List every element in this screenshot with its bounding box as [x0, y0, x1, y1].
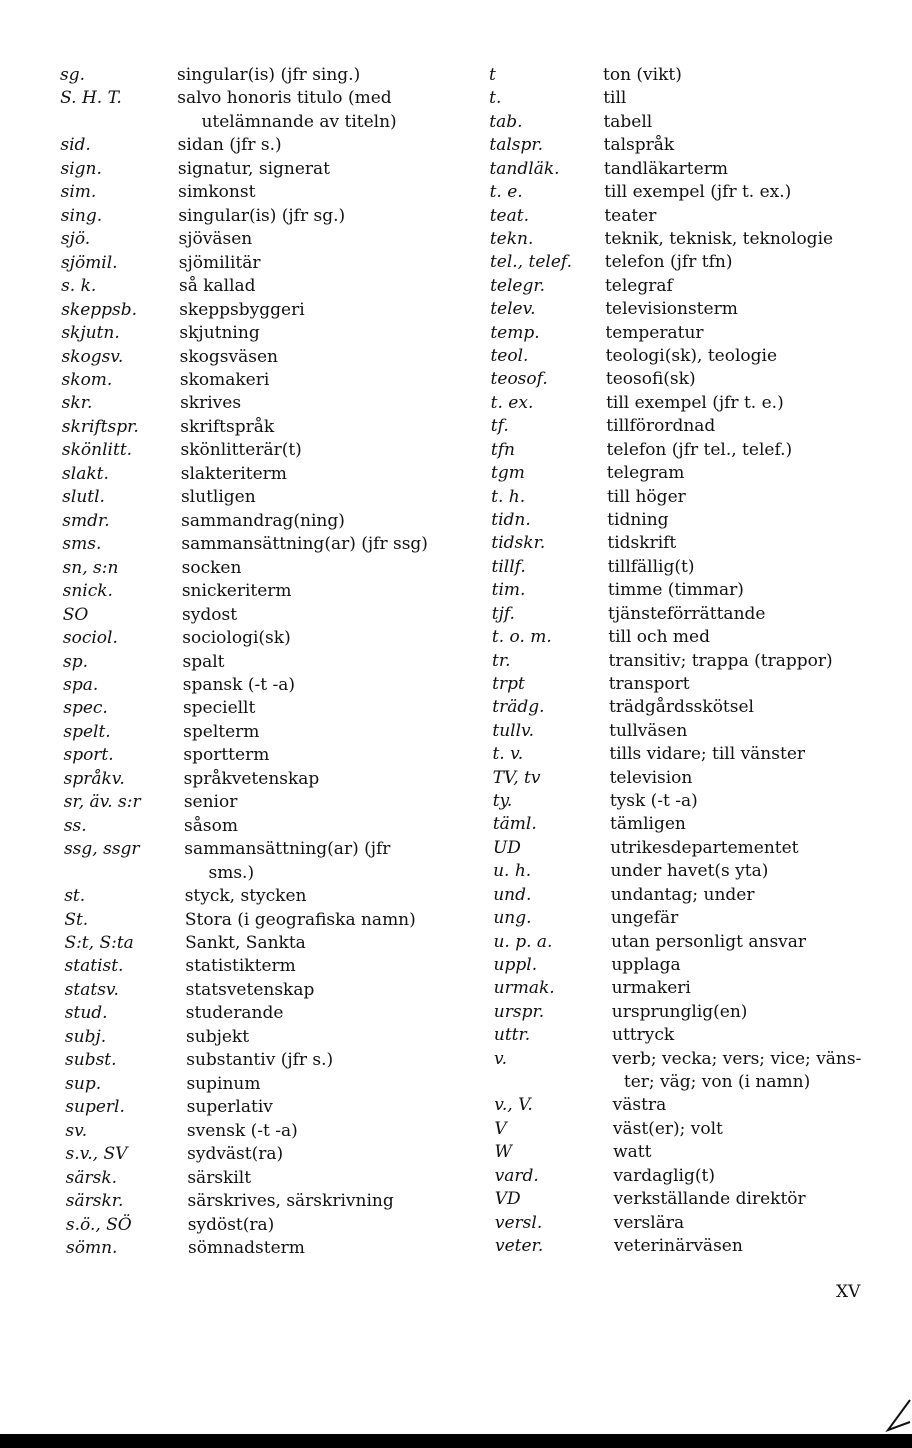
- abbreviation-expansion: verslära: [613, 1212, 685, 1233]
- abbreviation-term: särskr.: [65, 1191, 124, 1212]
- abbreviation-term: teosof.: [490, 369, 548, 390]
- abbreviation-expansion: tillfällig(t): [607, 556, 695, 577]
- abbreviation-term: tab.: [489, 111, 523, 132]
- abbreviation-expansion: skjutning: [179, 323, 260, 344]
- abbreviation-term: sport.: [63, 745, 114, 766]
- abbreviation-term: t: [489, 65, 496, 85]
- abbreviation-expansion: skogsväsen: [179, 346, 278, 367]
- abbreviation-expansion: till: [603, 88, 627, 109]
- abbreviation-term: telev.: [490, 299, 536, 320]
- abbreviation-term: t. o. m.: [491, 627, 552, 648]
- abbreviation-term: tfn: [490, 439, 515, 460]
- abbreviation-expansion: singular(is) (jfr sing.): [177, 65, 361, 85]
- abbreviation-expansion: språkvetenskap: [183, 768, 320, 789]
- abbreviation-term: sign.: [60, 158, 102, 179]
- abbreviation-expansion: sportterm: [183, 745, 270, 766]
- abbreviation-term: und.: [493, 884, 532, 905]
- abbreviation-term: s. k.: [61, 276, 97, 297]
- abbreviation-expansion: tämligen: [610, 814, 686, 835]
- abbreviation-expansion: telegram: [606, 463, 685, 484]
- abbreviation-term: skeppsb.: [61, 299, 138, 320]
- abbreviation-term: tillf.: [491, 556, 526, 577]
- abbreviation-expansion: simkonst: [178, 182, 256, 203]
- abbreviation-expansion: sidan (jfr s.): [177, 135, 282, 156]
- abbreviation-expansion: watt: [613, 1142, 652, 1163]
- abbreviation-term: teol.: [490, 346, 529, 367]
- abbreviation-expansion: särskrives, särskrivning: [187, 1191, 394, 1212]
- abbreviation-expansion: skriftspråk: [180, 416, 275, 437]
- abbreviation-term: ssg, ssgr: [63, 839, 140, 860]
- abbreviation-expansion: tidskrift: [607, 533, 677, 554]
- abbreviation-term: ss.: [63, 815, 87, 836]
- abbreviation-term: t. e.: [489, 182, 523, 203]
- abbreviation-expansion: transitiv; trappa (trappor): [608, 650, 833, 671]
- abbreviation-expansion: statistikterm: [185, 956, 296, 977]
- abbreviation-expansion: television: [609, 767, 693, 788]
- abbreviation-expansion: till höger: [606, 486, 686, 507]
- abbreviation-expansion: superlativ: [186, 1097, 273, 1118]
- abbreviation-term: slutl.: [62, 487, 105, 508]
- abbreviation-term: S:t, S:ta: [64, 933, 134, 954]
- abbreviation-term: t.: [489, 88, 502, 109]
- abbreviation-expansion: skomakeri: [179, 369, 270, 390]
- abbreviation-term: tr.: [492, 650, 511, 671]
- abbreviation-expansion: ton (vikt): [603, 65, 682, 85]
- abbreviation-expansion: transport: [608, 673, 690, 694]
- abbreviation-term: t. h.: [491, 486, 526, 507]
- abbreviation-expansion: så kallad: [178, 276, 256, 297]
- abbreviation-term: VD: [494, 1189, 521, 1210]
- abbreviation-expansion: Stora (i geografiska namn): [184, 909, 416, 930]
- abbreviation-term: sid.: [60, 135, 91, 156]
- abbreviation-term: tjf.: [491, 603, 515, 624]
- abbreviation-term: V: [494, 1118, 507, 1139]
- abbreviation-term: tel., telef.: [489, 252, 572, 273]
- abbreviation-expansion: teologi(sk), teologie: [605, 346, 778, 367]
- abbreviation-expansion: spelterm: [183, 721, 260, 742]
- abbreviation-expansion: utan personligt ansvar: [611, 931, 807, 952]
- abbreviation-term: uppl.: [493, 954, 538, 975]
- abbreviation-term: u. p. a.: [493, 931, 553, 952]
- abbreviation-expansion: singular(is) (jfr sg.): [178, 205, 346, 226]
- abbreviation-term: sim.: [60, 182, 97, 203]
- abbreviation-term: subst.: [65, 1050, 117, 1071]
- abbreviation-term: slakt.: [62, 463, 109, 484]
- abbreviation-expansion: studerande: [185, 1003, 284, 1024]
- abbreviation-term: täml.: [492, 814, 537, 835]
- abbreviation-expansion: sydöst(ra): [187, 1214, 275, 1235]
- abbreviation-term: s.ö., SÖ: [65, 1214, 132, 1235]
- abbreviation-expansion: trädgårdsskötsel: [608, 697, 754, 718]
- abbreviation-term: versl.: [494, 1212, 543, 1233]
- abbreviation-expansion: subjekt: [186, 1026, 250, 1047]
- abbreviation-expansion: sammandrag(ning): [181, 510, 345, 531]
- abbreviation-expansion: teknik, teknisk, teknologie: [604, 228, 834, 249]
- abbreviation-term: urmak.: [493, 978, 555, 999]
- abbreviation-term: u. h.: [493, 861, 532, 882]
- abbreviation-expansion: salvo honoris titulo (med: [177, 88, 392, 109]
- abbreviation-term: spec.: [63, 698, 108, 719]
- abbreviation-expansion: utelämnande av titeln): [201, 111, 397, 132]
- abbreviation-term: urspr.: [493, 1001, 545, 1022]
- abbreviation-expansion: verkställande direktör: [613, 1189, 806, 1210]
- abbreviation-expansion: under havet(s yta): [610, 861, 769, 882]
- abbreviation-expansion: urmakeri: [611, 978, 691, 999]
- abbreviation-expansion: teosofi(sk): [605, 369, 696, 390]
- abbreviation-expansion: upplaga: [611, 954, 681, 975]
- abbreviation-expansion: substantiv (jfr s.): [186, 1050, 334, 1071]
- abbreviation-term: St.: [64, 909, 89, 930]
- abbreviation-term: SO: [62, 604, 89, 625]
- abbreviation-expansion: ungefär: [610, 908, 679, 929]
- abbreviation-expansion: tillförordnad: [606, 416, 716, 437]
- abbreviation-expansion: särskilt: [187, 1167, 252, 1188]
- abbreviation-expansion: såsom: [184, 815, 238, 836]
- abbreviation-expansion: verb; vecka; vers; vice; väns-: [612, 1048, 862, 1069]
- abbreviation-term: ung.: [493, 908, 532, 929]
- abbreviation-expansion: talspråk: [603, 135, 675, 156]
- abbreviation-term: statsv.: [64, 979, 119, 1000]
- abbreviation-expansion: väst(er); volt: [612, 1118, 723, 1139]
- abbreviation-term: stud.: [64, 1003, 108, 1024]
- abbreviation-term: superl.: [65, 1097, 125, 1118]
- abbreviation-term: snick.: [62, 581, 113, 602]
- abbreviation-term: subj.: [64, 1026, 107, 1047]
- abbreviation-expansion: sjöväsen: [178, 229, 253, 250]
- abbreviation-term: sup.: [65, 1073, 102, 1094]
- abbreviation-expansion: utrikesdepartementet: [610, 837, 799, 858]
- abbreviation-term: skogsv.: [61, 346, 124, 367]
- abbreviation-term: v., V.: [494, 1095, 533, 1116]
- abbreviation-term: sömn.: [66, 1238, 118, 1258]
- abbreviation-term: telegr.: [490, 275, 546, 296]
- abbreviation-term: teat.: [489, 205, 529, 226]
- abbreviation-expansion: sociologi(sk): [182, 628, 291, 649]
- abbreviation-term: TV, tv: [492, 767, 541, 788]
- abbreviation-expansion: timme (timmar): [607, 580, 744, 601]
- abbreviation-expansion: Sankt, Sankta: [185, 933, 306, 954]
- abbreviation-expansion: tysk (-t -a): [609, 791, 698, 812]
- abbreviation-term: smdr.: [62, 510, 110, 531]
- abbreviation-term: tandläk.: [489, 158, 560, 179]
- abbreviation-expansion: tandläkarterm: [603, 158, 728, 179]
- abbreviation-term: skr.: [61, 393, 93, 414]
- abbreviation-term: trädg.: [492, 697, 545, 718]
- abbreviation-term: skjutn.: [61, 323, 120, 344]
- abbreviation-term: spa.: [63, 674, 99, 695]
- abbreviation-expansion: temperatur: [605, 322, 704, 343]
- abbreviation-term: skom.: [61, 369, 113, 390]
- abbreviation-expansion: teater: [604, 205, 657, 226]
- abbreviation-term: st.: [64, 886, 86, 907]
- abbreviation-expansion: tidning: [607, 509, 669, 530]
- abbreviation-term: statist.: [64, 956, 124, 977]
- abbreviation-term: uttr.: [493, 1025, 531, 1046]
- abbreviation-expansion: till och med: [608, 627, 710, 648]
- abbreviation-term: veter.: [495, 1236, 544, 1256]
- abbreviation-expansion: sjömilitär: [178, 252, 261, 273]
- abbreviation-expansion: televisionsterm: [605, 299, 738, 320]
- abbreviation-expansion: sammansättning(ar) (jfr: [184, 839, 391, 860]
- abbreviation-expansion: signatur, signerat: [177, 158, 330, 179]
- abbreviation-term: talspr.: [489, 135, 544, 156]
- abbreviation-term: sing.: [60, 205, 103, 226]
- abbreviation-expansion: socken: [181, 557, 242, 578]
- abbreviation-term: ty.: [492, 791, 513, 812]
- abbreviation-term: språkv.: [63, 768, 125, 789]
- abbreviation-expansion: styck, stycken: [184, 886, 307, 907]
- abbreviation-term: sjö.: [60, 229, 91, 250]
- abbreviation-expansion: västra: [612, 1095, 667, 1116]
- abbreviation-term: S. H. T.: [60, 88, 122, 109]
- abbreviation-term: sms.: [62, 534, 102, 555]
- abbreviation-expansion: ursprunglig(en): [611, 1001, 748, 1022]
- abbreviation-term: skriftspr.: [61, 416, 139, 437]
- abbreviation-term: tekn.: [489, 228, 534, 249]
- abbreviation-term: sn, s:n: [62, 557, 119, 578]
- abbreviation-expansion: spansk (-t -a): [182, 674, 295, 695]
- abbreviation-expansion: speciellt: [182, 698, 256, 719]
- abbreviation-term: vard.: [494, 1165, 539, 1186]
- abbreviation-term: tim.: [491, 580, 526, 601]
- bottom-band: [0, 1434, 912, 1448]
- abbreviation-expansion: tabell: [603, 111, 653, 132]
- abbreviation-term: s.v., SV: [65, 1144, 128, 1165]
- abbreviation-term: UD: [492, 837, 521, 858]
- abbreviation-expansion: sydväst(ra): [187, 1144, 284, 1165]
- abbreviation-term: W: [494, 1142, 512, 1163]
- abbreviation-term: tullv.: [492, 720, 535, 741]
- abbreviation-term: spelt.: [63, 721, 111, 742]
- abbreviation-expansion: telefon (jfr tfn): [604, 252, 733, 273]
- abbreviation-term: sv.: [65, 1120, 88, 1141]
- abbreviation-expansion: undantag; under: [610, 884, 755, 905]
- abbreviation-expansion: spalt: [182, 651, 225, 672]
- abbreviation-expansion: svensk (-t -a): [186, 1120, 298, 1141]
- abbreviation-term: sp.: [63, 651, 89, 672]
- abbreviation-term: tidskr.: [491, 533, 546, 554]
- abbreviation-term: sg.: [60, 65, 86, 85]
- abbreviation-expansion: slutligen: [180, 487, 256, 508]
- abbreviation-term: trpt: [492, 673, 525, 694]
- abbreviation-term: särsk.: [65, 1167, 118, 1188]
- abbreviation-term: temp.: [490, 322, 540, 343]
- abbreviation-term: v.: [494, 1048, 508, 1069]
- abbreviation-expansion: uttryck: [612, 1025, 675, 1046]
- corner-mark-graphic: [884, 1396, 912, 1436]
- abbreviation-term: t. v.: [492, 744, 524, 765]
- abbreviation-term: t. ex.: [490, 392, 534, 413]
- abbreviation-term: sjömil.: [60, 252, 118, 273]
- abbreviation-expansion: till exempel (jfr t. ex.): [604, 182, 792, 203]
- abbreviation-expansion: skeppsbyggeri: [179, 299, 305, 320]
- abbreviation-expansion: sms.): [208, 862, 255, 883]
- abbreviation-expansion: tills vidare; till vänster: [609, 744, 805, 765]
- abbreviation-expansion: sammansättning(ar) (jfr ssg): [181, 534, 428, 555]
- abbreviation-expansion: till exempel (jfr t. e.): [606, 392, 784, 413]
- abbreviation-term: tf.: [490, 416, 509, 437]
- abbreviation-expansion: snickeriterm: [181, 581, 292, 602]
- abbreviation-expansion: slakteriterm: [180, 463, 287, 484]
- abbreviation-expansion: telefon (jfr tel., telef.): [606, 439, 793, 460]
- abbreviation-expansion: sömnadsterm: [188, 1238, 305, 1258]
- abbreviation-expansion: veterinärväsen: [614, 1236, 743, 1256]
- abbreviation-expansion: tjänsteförrättande: [608, 603, 766, 624]
- abbreviation-expansion: ter; väg; von (i namn): [623, 1072, 811, 1093]
- abbreviation-term: tgm: [491, 463, 525, 484]
- abbreviation-term: skönlitt.: [61, 440, 133, 461]
- abbreviation-expansion: senior: [183, 792, 238, 813]
- abbreviation-expansion: telegraf: [604, 275, 673, 296]
- abbreviation-term: sr, äv. s:r: [63, 792, 141, 813]
- abbreviation-expansion: skrives: [180, 393, 242, 414]
- abbreviation-term: tidn.: [491, 509, 531, 530]
- abbreviation-expansion: tullväsen: [609, 720, 688, 741]
- abbreviation-expansion: supinum: [186, 1073, 261, 1094]
- abbreviation-expansion: sydost: [182, 604, 238, 625]
- abbreviation-expansion: skönlitterär(t): [180, 440, 302, 461]
- page-number: XV: [836, 1282, 861, 1302]
- abbreviation-expansion: vardaglig(t): [613, 1165, 715, 1186]
- abbreviation-term: sociol.: [62, 628, 118, 649]
- abbreviation-expansion: statsvetenskap: [185, 979, 315, 1000]
